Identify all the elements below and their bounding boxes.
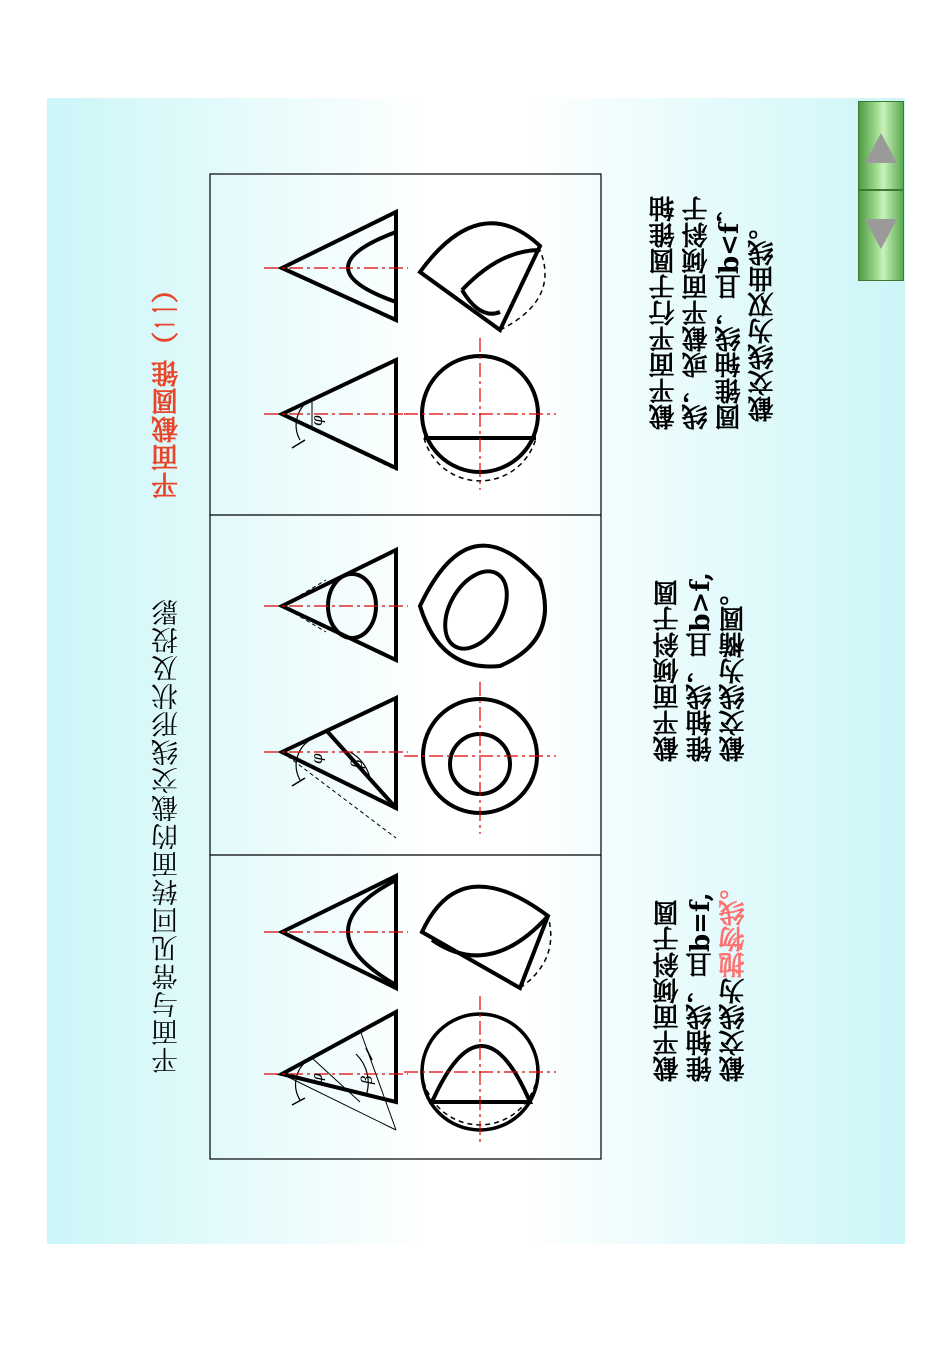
down-arrow-icon	[865, 219, 897, 249]
diagram-frame	[210, 174, 601, 1159]
highlight-text: 抛物线。	[719, 874, 749, 978]
slide-navigation	[858, 101, 904, 281]
up-arrow-icon	[865, 133, 897, 163]
nav-separator	[859, 189, 903, 191]
phi-label: φ	[308, 415, 326, 426]
description-ellipse: 截平面倾斜于圆 锥轴线，且b>f, 截交线为椭圆。	[653, 572, 749, 762]
description-hyperbola: 截平面平行于圆锥轴 线，或截平面倾斜于 圆锥轴线，且b<f， 截交线为双曲线。	[649, 196, 778, 430]
page-title: 平面与常见回转面的截交线形状及投影	[152, 598, 183, 1074]
cone-front-view	[282, 1012, 396, 1102]
next-slide-button[interactable]	[863, 194, 899, 274]
panel-parabola	[282, 876, 551, 1130]
beta-label: β	[358, 1075, 376, 1084]
phi-label: φ	[308, 753, 326, 764]
phi-label: φ	[308, 1073, 326, 1084]
section-subtitle: 平面截圆锥（二）	[152, 275, 183, 499]
description-parabola: 截平面倾斜于圆 锥轴线，且b=f, 截交线为抛物线。	[653, 874, 749, 1082]
panel-ellipse	[282, 546, 545, 838]
panel-hyperbola	[282, 212, 545, 481]
previous-slide-button[interactable]	[863, 108, 899, 188]
parabola-section	[432, 1046, 530, 1102]
beta-label: β	[348, 759, 366, 768]
